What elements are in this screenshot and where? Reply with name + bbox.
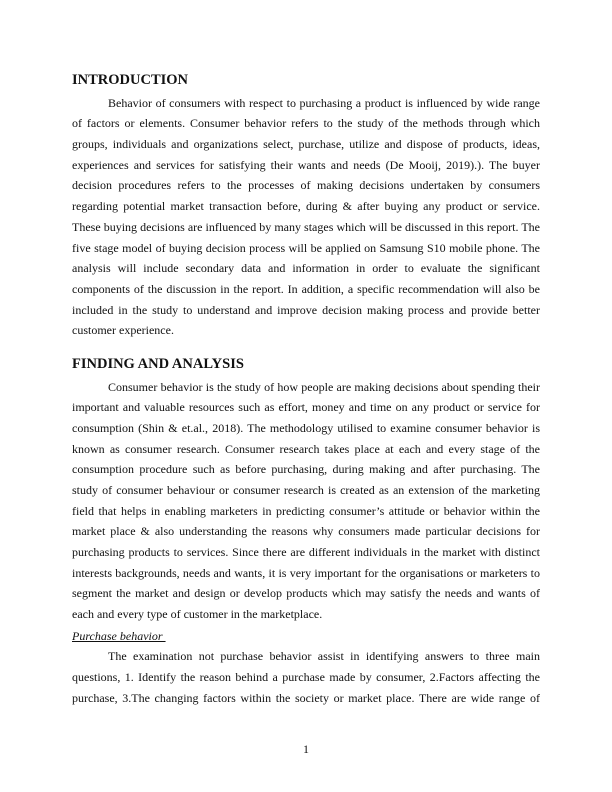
text-line: purchasing products to services. Since there are different individuals in the market with distinct (72, 545, 540, 560)
text-line: regarding potential market transaction before, during & after buying any product or service. (72, 199, 540, 214)
text-line: market place & also understanding the reasons why consumers made particular decisions for (72, 524, 540, 539)
text-line: purchase, 3.The changing factors within the society or market place. There are wide range of (72, 690, 540, 705)
text-line: segment the market and design or develop products which may satisfy the needs and wants of (72, 586, 540, 601)
introduction-paragraph (72, 93, 540, 341)
text-line: The examination not purchase behavior assist in identifying answers to three main (108, 649, 540, 664)
finding-analysis-heading: FINDING AND ANALYSIS (72, 356, 244, 372)
page-number: 1 (303, 742, 309, 756)
purchase-behavior-subheading: Purchase behavior (72, 628, 166, 643)
purchase-behavior-section (72, 626, 540, 709)
text-line: experiences and services for satisfying their wants and needs (De Mooij, 2019).). The buyer (72, 157, 540, 172)
text-line: customer experience. (72, 323, 174, 338)
text-line: field that helps in enabling marketers in predicting consumer’s attitude or behavior within the (72, 503, 540, 518)
text-line: questions, 1. Identify the reason behind a purchase made by consumer, 2.Factors affecting the (72, 669, 540, 684)
text-line: included in the study to understand and improve decision making process and provide better (72, 302, 540, 317)
text-line: study of consumer behaviour or consumer research is created as an extension of the marketing (72, 483, 540, 498)
text-line: Consumer behavior is the study of how people are making decisions about spending their (108, 379, 540, 394)
text-line: known as consumer research. Consumer research takes place at each and every stage of the (72, 441, 540, 456)
introduction-heading: INTRODUCTION (72, 72, 189, 88)
text-line: consumption procedure such as before purchasing, during making and after purchasing. The (72, 462, 540, 477)
finding-paragraph (72, 377, 540, 625)
text-line: components of the discussion in the report. In addition, a specific recommendation will also be (72, 281, 540, 296)
text-line: These buying decisions are influenced by many stages which will be discussed in this report. The (72, 219, 540, 234)
text-line: groups, individuals and organizations select, purchase, utilize and dispose of products, ideas, (72, 137, 540, 152)
text-line: decision procedures refers to the processes of making decisions undertaken by consumers (72, 178, 540, 193)
text-line: of factors or elements. Consumer behavior refers to the study of the methods through which (72, 116, 540, 131)
text-line: important and valuable resources such as effort, money and time on any product or service for (72, 400, 540, 415)
text-line: each and every type of customer in the marketplace. (72, 607, 323, 622)
text-line: interests backgrounds, needs and wants, it is very important for the organisations or marketers to (72, 565, 540, 580)
text-line: consumption (Shin & et.al., 2018). The methodology utilised to examine consumer behavior is (72, 420, 540, 435)
text-line: analysis will include secondary data and information in order to evaluate the significant (72, 261, 540, 276)
text-line: Behavior of consumers with respect to purchasing a product is influenced by wide range (108, 95, 540, 110)
text-line: five stage model of buying decision process will be applied on Samsung S10 mobile phone. The (72, 240, 540, 255)
